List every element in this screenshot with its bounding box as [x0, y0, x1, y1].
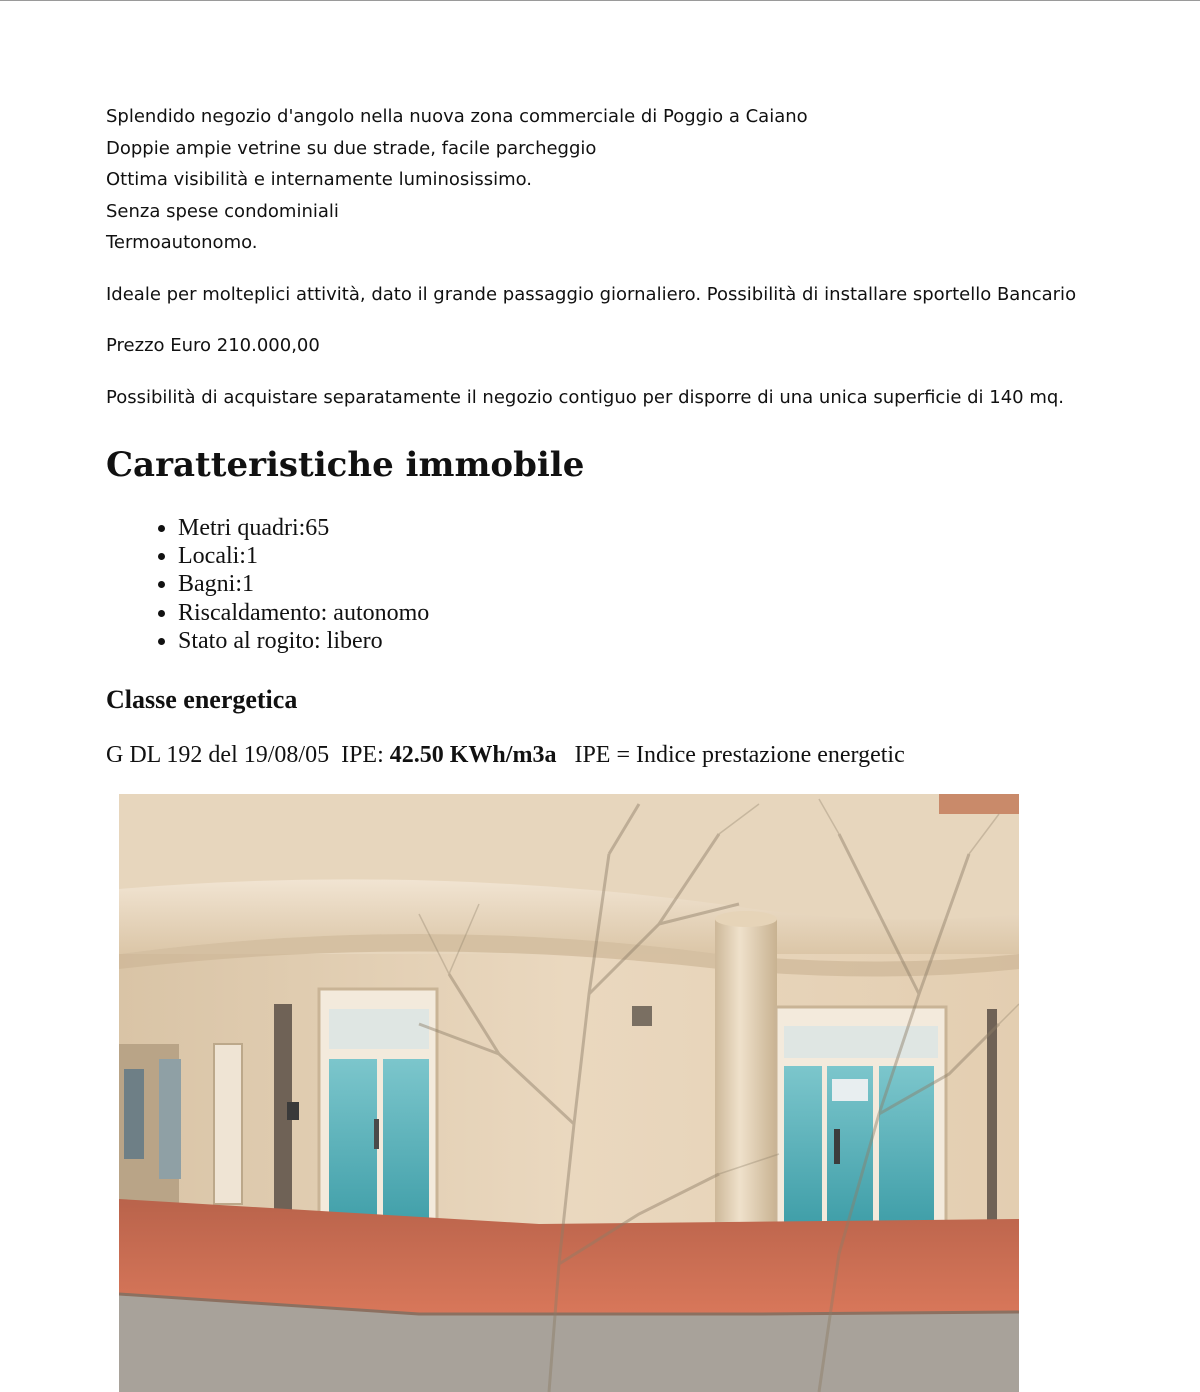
energy-value: 42.50 KWh/m3a: [389, 742, 557, 768]
price-text: Prezzo Euro 210.000,00: [106, 335, 320, 356]
energy-prefix: G DL 192 del 19/08/05 IPE:: [106, 742, 390, 768]
description-line: Splendido negozio d'angolo nella nuova zona commerciale di Poggio a Caiano: [106, 106, 808, 127]
feature-item: • Metri quadri:65: [178, 514, 429, 542]
features-list: [140, 514, 429, 655]
shop-photo: [119, 794, 1019, 1392]
contiguous-shop-text: Possibilità di acquistare separatamente il negozio contiguo per disporre di una unica superficie di 140 mq.: [106, 386, 1065, 408]
description-line: Senza spese condominiali: [106, 200, 339, 222]
description-lines: [106, 101, 1186, 259]
description-line: Ottima visibilità e internamente luminosissimo.: [106, 169, 533, 190]
description-line: Termoautonomo.: [106, 232, 258, 253]
feature-item: • Bagni:1: [178, 570, 429, 598]
energy-suffix: IPE = Indice prestazione energetic: [556, 742, 905, 768]
energy-line: [106, 742, 905, 769]
ideal-text: Ideale per molteplici attività, dato il grande passaggio giornaliero. Possibilità di installare sportello Bancario: [106, 283, 1077, 305]
description-block: [106, 101, 1186, 413]
features-title: Caratteristiche immobile: [106, 445, 585, 485]
shop-photo-illustration: [119, 794, 1019, 1392]
feature-item: • Locali:1: [178, 542, 429, 570]
description-line: Doppie ampie vetrine su due strade, facile parcheggio: [106, 137, 597, 159]
feature-item: • Riscaldamento: autonomo: [178, 599, 429, 627]
energy-title: Classe energetica: [106, 685, 298, 714]
feature-item: • Stato al rogito: libero: [178, 627, 429, 655]
